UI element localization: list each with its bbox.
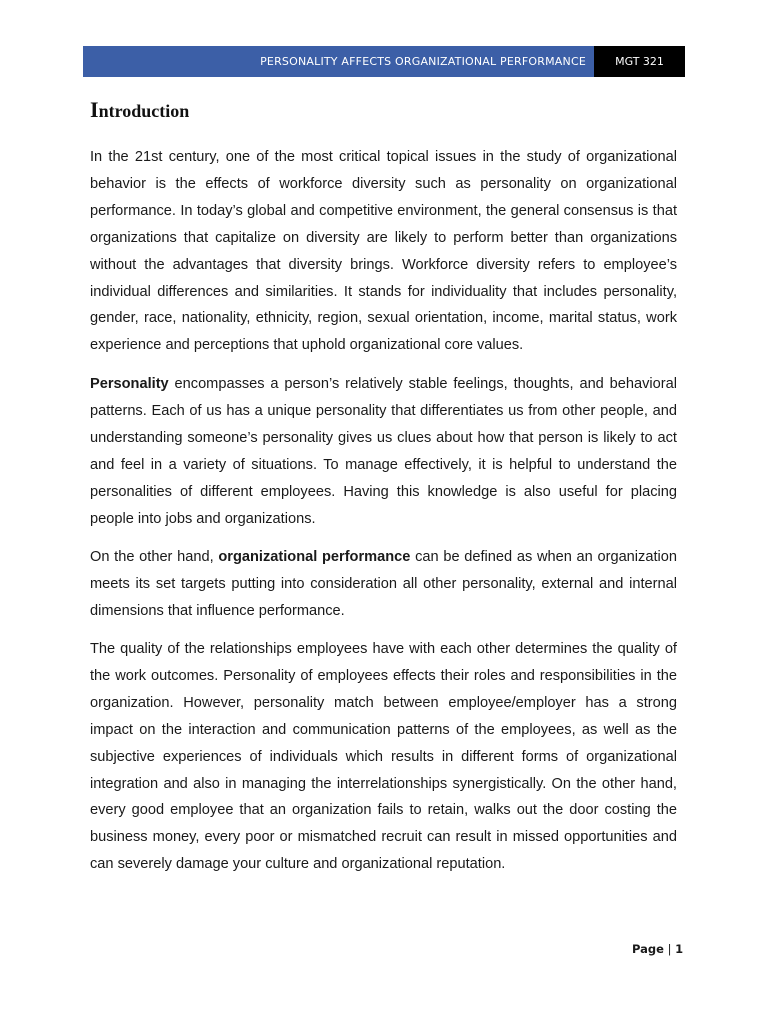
paragraph-performance xyxy=(90,544,677,625)
term-organizational-performance: organizational performance xyxy=(218,549,411,565)
paragraph-intro: In the 21st century, one of the most critical topical issues in the study of organizational behavior is the effects of workforce diversity such as personality on organizational performance. In today’s global and competitive environment, the general consensus is that organizations that capitalize on diversity are likely to perform better than organizations without the advantages that diversity brings. Workforce diversity refers to employee’s individual differences and similarities. It stands for individuality that includes personality, gender, race, nationality, ethnicity, region, sexual orientation, income, marital status, work experience and perceptions that uphold organizational core values. xyxy=(90,149,677,354)
heading-initial: I xyxy=(90,97,99,122)
paragraph-personality xyxy=(90,371,677,532)
header-title: PERSONALITY AFFECTS ORGANIZATIONAL PERFORMANCE xyxy=(83,46,594,77)
course-code: MGT 321 xyxy=(594,46,685,77)
page-label: Page xyxy=(632,942,664,956)
heading-rest: ntroduction xyxy=(98,101,190,121)
performance-lead: On the other hand, xyxy=(90,549,219,565)
page-footer xyxy=(632,942,683,956)
page-number: 1 xyxy=(675,942,684,956)
personality-definition: encompasses a person’s relatively stable feelings, thoughts, and behavioral patterns. Each of us has a unique personality that differentiates us from other people, and understanding someone’s personality gives us clues about how that person is likely to act and feel in a variety of situations. To manage effectively, it is helpful to understand the personalities of different employees. Having this knowledge is also useful for placing people into jobs and organizations. xyxy=(90,376,677,527)
performance-definition: can be defined as when an organization meets its set targets putting into consideration all other personality, external and internal dimensions that influence performance. xyxy=(90,549,677,619)
paragraph-relationships: The quality of the relationships employees have with each other determines the quality of the work outcomes. Personality of employees effects their roles and responsibilities in the organization. However, personality match between employee/employer has a strong impact on the interaction and communication patterns of the employees, as well as the subjective experiences of individuals which results in different forms of organizational integration and also in managing the interrelationships synergistically. On the other hand, every good employee that an organization fails to retain, walks out the door costing the business money, every poor or mismatched recruit can result in missed opportunities and can severely damage your culture and organizational reputation. xyxy=(90,641,677,873)
term-personality: Personality xyxy=(90,376,169,392)
running-header xyxy=(83,46,685,77)
section-heading xyxy=(90,97,189,123)
page-separator: | xyxy=(663,942,676,956)
